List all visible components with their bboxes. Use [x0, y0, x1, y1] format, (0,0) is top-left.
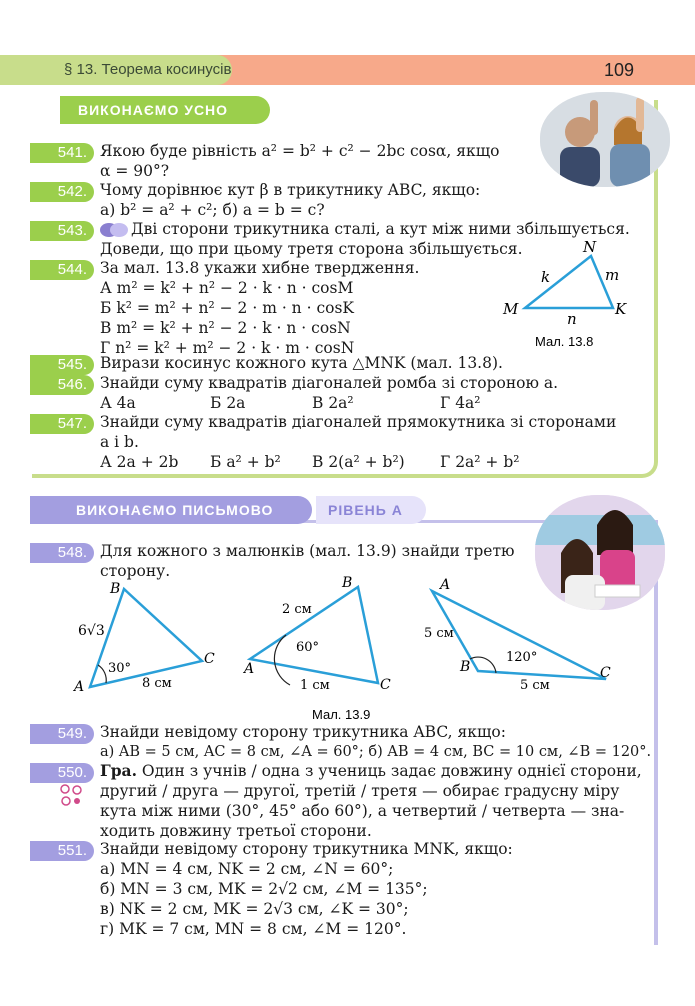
figure-13-9 [60, 575, 630, 725]
students-photo [540, 92, 670, 187]
figure-13-8 [495, 238, 645, 348]
task-550-line1: Один з учнів / одна з учениць задає довжину однієї сторони, [136, 762, 642, 780]
t1-side-ac: 8 см [142, 676, 172, 691]
task-548-number: 548. [30, 543, 94, 563]
task-546-line1: Знайди суму квадратів діагоналей ромба зі стороною a. [100, 374, 559, 392]
task-541-line2: α = 90°? [100, 162, 170, 180]
t3-vertex-c: C [600, 665, 611, 681]
figure-13-8-caption: Мал. 13.8 [535, 334, 594, 348]
triangle-3 [432, 591, 606, 679]
task-547-option-v: В 2(a² + b²) [312, 453, 405, 471]
t2-angle: 60° [296, 640, 320, 655]
task-547-line2: a і b. [100, 433, 139, 451]
task-543-line1: Дві сторони трикутника сталі, а кут між ними збільшується. [131, 220, 630, 238]
t3-angle: 120° [506, 650, 538, 665]
task-548-line2: сторону. [100, 562, 171, 580]
triangle-2 [250, 587, 378, 683]
task-547-option-g: Г 2a² + b² [440, 453, 520, 471]
task-543-number: 543. [30, 221, 94, 241]
task-546-option-v: В 2a² [312, 394, 354, 412]
vertex-m: M [503, 300, 519, 318]
task-544-line1: За мал. 13.8 укажи хибне твердження. [100, 259, 420, 277]
task-546-number: 546. [30, 375, 94, 395]
task-543-line2: Доведи, що при цьому третя сторона збільшується. [100, 240, 523, 258]
t1-vertex-b: B [110, 581, 121, 597]
task-546-option-g: Г 4a² [440, 394, 481, 412]
oral-banner: ВИКОНАЄМО УСНО [60, 96, 270, 124]
t3-side-bc: 5 см [520, 678, 550, 693]
task-544-option-b: Б k² = m² + n² − 2 · m · n · cosK [100, 299, 354, 317]
pair-work-icon [100, 222, 128, 238]
task-551-number: 551. [30, 841, 94, 861]
level-banner: РІВЕНЬ А [316, 496, 426, 524]
task-547-option-b: Б a² + b² [210, 453, 281, 471]
task-549-number: 549. [30, 724, 94, 744]
task-550-number: 550. [30, 763, 94, 783]
side-n: n [567, 310, 577, 328]
task-548-line1: Для кожного з малюнків (мал. 13.9) знайди третю [100, 542, 515, 560]
task-545-number: 545. [30, 355, 94, 375]
t3-vertex-b: B [460, 659, 471, 675]
task-541-number: 541. [30, 143, 94, 163]
task-542-line2: а) b² = a² + c²; б) a = b = c? [100, 201, 325, 219]
task-542-line1: Чому дорівнює кут β в трикутнику ABC, якщо: [100, 181, 481, 199]
t1-vertex-c: C [204, 651, 215, 667]
section-title: § 13. Теорема косинусів [64, 61, 232, 78]
t3-side-ab: 5 см [424, 626, 454, 641]
side-m: m [605, 266, 620, 284]
task-550-game-label: Гра. [100, 761, 137, 780]
students-illustration [540, 92, 670, 187]
vertex-n: N [583, 238, 597, 256]
task-551-item-b: б) MN = 3 см, MK = 2√2 см, ∠M = 135°; [100, 880, 428, 898]
t2-vertex-c: C [380, 677, 391, 693]
task-544-option-a: А m² = k² + n² − 2 · k · n · cosM [100, 279, 354, 297]
t1-vertex-a: A [74, 679, 85, 695]
task-544-number: 544. [30, 260, 94, 280]
t1-side-ab: 6√3 [78, 623, 105, 639]
task-545-line1: Вирази косинус кожного кута △MNK (мал. 13.8). [100, 354, 503, 372]
task-547-option-a: А 2a + 2b [100, 453, 179, 471]
angle-arc-1 [98, 665, 106, 683]
task-551-item-v: в) NK = 2 см, MK = 2√3 см, ∠K = 30°; [100, 900, 409, 918]
vertex-k: K [615, 300, 627, 318]
task-549-line1: Знайди невідому сторону трикутника ABC, якщо: [100, 723, 506, 741]
side-k: k [541, 268, 551, 286]
t2-side-ab: 2 см [282, 602, 312, 617]
task-547-line1: Знайди суму квадратів діагоналей прямокутника зі сторонами [100, 413, 617, 431]
t2-vertex-b: B [342, 575, 353, 591]
task-542-number: 542. [30, 182, 94, 202]
triangle-mnk [525, 256, 613, 308]
task-541-line1: Якою буде рівність a² = b² + c² − 2bc cosα, якщо [100, 142, 500, 160]
t2-side-ac: 1 см [300, 678, 330, 693]
t1-angle: 30° [108, 661, 132, 676]
t2-vertex-a: A [244, 661, 255, 677]
task-546-option-b: Б 2a [210, 394, 246, 412]
page-number: 109 [604, 60, 635, 80]
task-550-line3: кута між ними (30°, 45° або 60°), а четвертий / четверта — зна- [100, 802, 625, 820]
task-551-item-a: а) MN = 4 см, NK = 2 см, ∠N = 60°; [100, 860, 394, 878]
figure-13-9-caption: Мал. 13.9 [312, 707, 371, 722]
task-550-line4: ходить довжину третьої сторони. [100, 822, 372, 840]
task-551-item-g: г) MK = 7 см, MN = 8 см, ∠M = 120°. [100, 920, 407, 938]
written-banner: ВИКОНАЄМО ПИСЬМОВО [30, 496, 312, 524]
task-549-line2: а) AB = 5 см, AC = 8 см, ∠A = 60°; б) AB = 4 см, BC = 10 см, ∠B = 120°. [100, 744, 652, 760]
game-icon [58, 782, 84, 808]
task-544-option-v: В m² = k² + n² − 2 · k · n · cosN [100, 319, 351, 337]
task-547-number: 547. [30, 414, 94, 434]
task-551-line1: Знайди невідому сторону трикутника MNK, якщо: [100, 840, 513, 858]
t3-vertex-a: A [440, 577, 451, 593]
triangle-1 [90, 589, 202, 687]
task-550-line2: другий / друга — другої, третій / третя — обирає градусну міру [100, 782, 620, 800]
task-546-option-a: А 4a [100, 394, 136, 412]
task-544-option-g: Г n² = k² + m² − 2 · k · m · cosN [100, 339, 355, 357]
